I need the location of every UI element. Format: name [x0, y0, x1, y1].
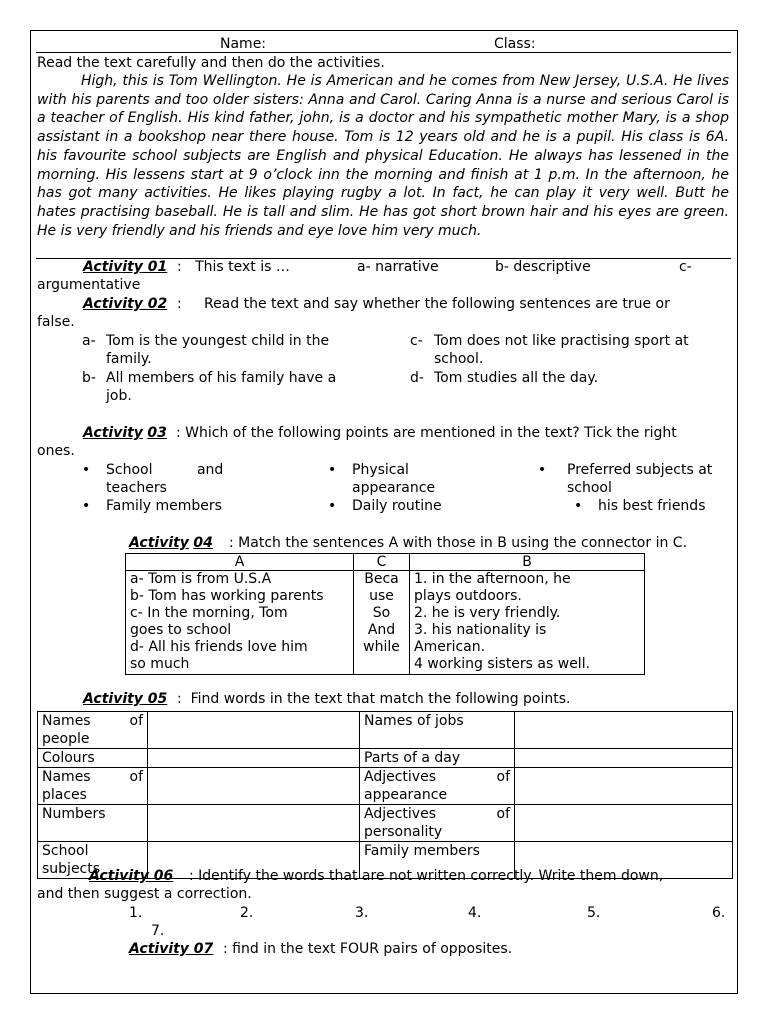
category-text-b: of — [496, 806, 510, 822]
bullet-icon: • — [538, 462, 547, 478]
point-text: Daily routine — [352, 498, 442, 514]
worksheet-page — [30, 30, 738, 994]
answer-cell[interactable] — [515, 768, 733, 805]
point-text: School and — [106, 462, 224, 478]
activity-04-label-num: 04 — [193, 535, 213, 551]
activity-03-label-text: Activity — [83, 425, 143, 441]
category-text: Colours — [42, 750, 95, 766]
bullet-icon: • — [574, 498, 583, 514]
activity-04 — [37, 534, 729, 554]
category-parts-of-a-day — [360, 749, 515, 768]
point-text-cont: appearance — [352, 480, 436, 496]
reading-passage: High, this is Tom Wellington. He is American and he comes from New Jersey, U.S.A. He lives with his parents and too older sisters: Anna and Carol. Caring Anna is a nurse and serious Carol is a teacher of English. His kind father, john, is a doctor and his sympathetic mother Mary, is a shop assistant in a bookshop near there house. Tom is 12 years old and he is a pupil. His class is 6A. his favourite school subjects are English and physical Education. He always has lessened in the morning. His lessens start at 9 o’clock inn the morning and finish at 1 p.m. In the afternoon, he has got many activities. He likes playing rugby a lot. In fact, he can play it very well. Butt he hates practising baseball. He is tall and slim. He has got short brown hair and his eyes are green. He is very friendly and his friends and eye love him very much. — [37, 73, 729, 239]
category-adjectives-of-appearance — [360, 768, 515, 805]
category-text-b: of — [496, 769, 510, 785]
activity-02-label: Activity 02 — [83, 296, 168, 312]
point-best-friends — [574, 497, 744, 517]
sentence-d: d- All his friends love him — [130, 639, 308, 655]
column-b-header: B — [410, 554, 645, 571]
statement-a-text: Tom is the youngest child in the — [106, 333, 330, 349]
answer-cell[interactable] — [148, 768, 360, 805]
sentence-c-cont: goes to school — [130, 622, 232, 638]
option-b: b- descriptive — [495, 259, 591, 275]
answer-cell[interactable] — [148, 712, 360, 749]
activity-01 — [37, 258, 729, 278]
category-text-cont: personality — [364, 824, 443, 840]
category-text-b: of — [129, 769, 143, 785]
ending-4: 4 working sisters as well. — [414, 656, 591, 672]
activity-06-prompt: : Identify the words that are not written correctly. Write them down, — [189, 868, 664, 884]
answer-number-4: 4. — [468, 905, 482, 921]
numbered-answer-list — [37, 904, 729, 944]
point-text: Family members — [106, 498, 222, 514]
answer-cell[interactable] — [515, 805, 733, 842]
point-family-members — [82, 497, 312, 517]
activity-03-prompt: : Which of the following points are mentioned in the text? Tick the right — [176, 425, 677, 441]
word-search-table — [37, 711, 733, 879]
category-text: Numbers — [42, 806, 106, 822]
activity-02-prompt: : Read the text and say whether the following sentences are true or — [177, 296, 670, 312]
activity-04-label-text: Activity — [129, 535, 189, 551]
statement-c-marker: c- — [410, 333, 423, 349]
column-a-cell — [126, 571, 354, 675]
activity-06 — [37, 867, 729, 887]
category-text: Names — [42, 769, 91, 785]
instructions: Read the text carefully and then do the activities. — [37, 55, 385, 71]
class-label: Class: — [494, 36, 536, 52]
statement-c — [410, 332, 740, 368]
sentence-d-cont: so much — [130, 656, 190, 672]
activity-06-prompt-continued: and then suggest a correction. — [37, 886, 252, 902]
answer-cell[interactable] — [148, 805, 360, 842]
category-text: Names — [42, 713, 91, 729]
connector-because-cont: use — [369, 588, 394, 604]
answer-cell[interactable] — [515, 749, 733, 768]
activity-03-prompt-continued: ones. — [37, 443, 75, 459]
bullet-icon: • — [82, 498, 91, 514]
answer-cell[interactable] — [148, 749, 360, 768]
answer-number-6: 6. — [712, 905, 726, 921]
statement-a-marker: a- — [82, 333, 96, 349]
activity-05-prompt: : Find words in the text that match the following points. — [177, 691, 571, 707]
ending-1: 1. in the afternoon, he — [414, 571, 571, 587]
statement-c-text-cont: school. — [434, 351, 484, 367]
activity-03 — [37, 424, 729, 444]
category-text-cont: places — [42, 787, 87, 803]
category-names-of-jobs — [360, 712, 515, 749]
point-daily-routine — [328, 497, 528, 517]
activity-01-prompt: : This text is … — [177, 259, 290, 275]
activity-05 — [37, 690, 729, 710]
point-text: Physical — [352, 462, 409, 478]
option-c-continued: argumentative — [37, 277, 141, 293]
activity-07-prompt: : find in the text FOUR pairs of opposites. — [223, 941, 513, 957]
category-text: Adjectives — [364, 806, 436, 822]
answer-number-1: 1. — [129, 905, 143, 921]
bullet-icon: • — [82, 462, 91, 478]
answer-number-2: 2. — [240, 905, 254, 921]
statement-d-text: Tom studies all the day. — [434, 370, 599, 386]
column-c-header: C — [354, 554, 410, 571]
category-colours — [38, 749, 148, 768]
connector-because: Beca — [364, 571, 399, 587]
column-a-header: A — [126, 554, 354, 571]
bullet-icon: • — [328, 462, 337, 478]
answer-number-5: 5. — [587, 905, 601, 921]
statement-d — [410, 369, 740, 389]
activity-07 — [37, 940, 729, 960]
category-numbers — [38, 805, 148, 842]
option-c: c- — [679, 259, 692, 275]
statement-b — [82, 369, 382, 405]
ending-3-cont: American. — [414, 639, 486, 655]
activity-02-prompt-continued: false. — [37, 314, 75, 330]
category-text-cont: people — [42, 731, 90, 747]
category-text: Parts of a day — [364, 750, 461, 766]
category-text: School — [42, 843, 89, 859]
matching-table — [125, 553, 645, 675]
ending-3: 3. his nationality is — [414, 622, 547, 638]
category-names-of-people — [38, 712, 148, 749]
point-school-teachers — [82, 461, 312, 497]
column-c-cell — [354, 571, 410, 675]
point-preferred-subjects — [538, 461, 738, 497]
answer-number-7: 7. — [151, 923, 165, 939]
activity-03-label — [83, 424, 167, 442]
connector-so: So — [372, 605, 391, 621]
category-names-of-places — [38, 768, 148, 805]
column-b-cell — [410, 571, 645, 675]
category-text-cont: appearance — [364, 787, 448, 803]
category-text: Adjectives — [364, 769, 436, 785]
statement-b-text-cont: job. — [106, 388, 132, 404]
option-a: a- narrative — [357, 259, 439, 275]
point-text-cont: teachers — [106, 480, 167, 496]
statement-b-text: All members of his family have a — [106, 370, 337, 386]
point-physical-appearance — [328, 461, 528, 497]
name-label: Name: — [220, 36, 267, 52]
statement-a-text-cont: family. — [106, 351, 152, 367]
activity-02 — [37, 295, 729, 315]
activity-04-label — [129, 534, 213, 552]
activity-07-label: Activity 07 — [129, 941, 214, 957]
statement-d-marker: d- — [410, 370, 424, 386]
answer-cell[interactable] — [515, 712, 733, 749]
connector-while: while — [363, 639, 400, 655]
statement-a — [82, 332, 382, 368]
worksheet-header — [36, 33, 731, 53]
statement-b-marker: b- — [82, 370, 96, 386]
ending-1-cont: plays outdoors. — [414, 588, 522, 604]
activity-05-label: Activity 05 — [83, 691, 168, 707]
sentence-c: c- In the morning, Tom — [130, 605, 288, 621]
sentence-a: a- Tom is from U.S.A — [130, 571, 272, 587]
category-adjectives-of-personality — [360, 805, 515, 842]
activity-03-label-num: 03 — [147, 425, 167, 441]
activity-04-prompt: : Match the sentences A with those in B using the connector in C. — [229, 535, 688, 551]
point-text-cont: school — [567, 480, 612, 496]
category-text: Names of jobs — [364, 713, 464, 729]
activity-01-label: Activity 01 — [83, 259, 168, 275]
category-text-cont: subjects — [42, 861, 101, 877]
statement-c-text: Tom does not like practising sport at — [434, 333, 689, 349]
category-text-b: of — [129, 713, 143, 729]
bullet-icon: • — [328, 498, 337, 514]
activity-06-label: Activity 06 — [89, 868, 174, 884]
connector-and: And — [367, 622, 396, 638]
answer-number-3: 3. — [355, 905, 369, 921]
ending-2: 2. he is very friendly. — [414, 605, 561, 621]
category-text: Family members — [364, 843, 480, 859]
point-text: Preferred subjects at — [567, 462, 713, 478]
point-text: his best friends — [598, 498, 706, 514]
sentence-b: b- Tom has working parents — [130, 588, 324, 604]
